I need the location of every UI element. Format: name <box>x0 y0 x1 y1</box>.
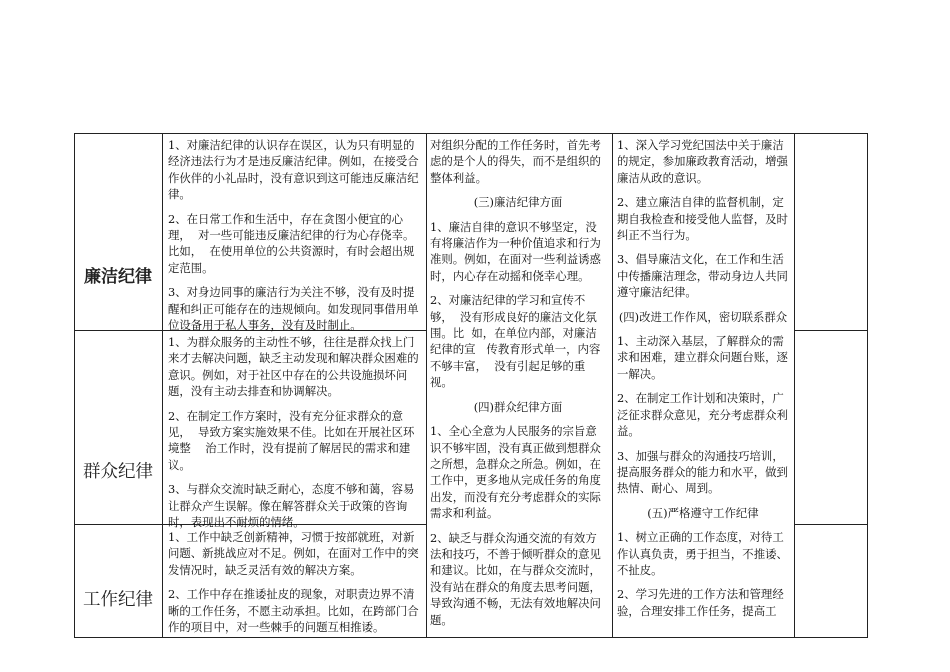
table-left-border <box>74 133 75 638</box>
table-right-border <box>867 133 868 638</box>
issue-text: 1、工作中缺乏创新精神，习惯于按部就班，对新问题、新挑战应对不足。例如，在面对工作中的突发情况时，缺乏灵活有效的解决方案。 <box>168 530 419 577</box>
column-divider <box>426 133 427 638</box>
section-text: 1、廉洁自律的意识不够坚定，没有将廉洁作为一种价值追求和行为准则。例如，在面对一些利益诱惑时，内心存在动摇和侥幸心理。 <box>430 219 601 283</box>
section-text: 1、全心全意为人民服务的宗旨意识不够牢固，没有真正做到想群众之所想，急群众之所急。例如，在工作中，更多地从完成任务的角度出发，而没有充分考虑群众的实际需求和利益。 <box>430 424 601 521</box>
table-top-border <box>74 133 868 134</box>
section-heading: (三)廉洁纪律方面 <box>473 195 563 210</box>
column-divider <box>794 133 795 638</box>
issue-text: 2、工作中存在推诿扯皮的现象，对职责边界不清晰的工作任务，不愿主动承担。比如，在跨部门合作的项目中，对一些棘手的问题互相推诿。 <box>168 587 419 635</box>
measures-cell <box>617 137 789 627</box>
issue-text: 2、在日常工作和生活中，存在贪图小便宜的心理， 对一些可能违反廉洁纪律的行为心存侥幸。比如， 在使用单位的公共资源时，有时会超出规定范围。 <box>168 211 415 275</box>
masses-issues-cell <box>168 334 420 538</box>
category-work: 工作纪律 <box>83 590 153 610</box>
problems-cell <box>430 137 606 636</box>
measure-text: 1、主动深入基层，了解群众的需求和困难，建立群众问题台账，逐一解决。 <box>617 334 788 381</box>
measure-text: 1、树立正确的工作态度，对待工作认真负责，勇于担当，不推诿、不扯皮。 <box>617 530 788 577</box>
section-text: 对组织分配的工作任务时，首先考虑的是个人的得失，而不是组织的整体利益。 <box>430 138 601 185</box>
row-divider <box>794 330 868 331</box>
measure-text: 2、建立廉洁自律的监督机制，定期自我检查和接受他人监督，及时纠正不当行为。 <box>617 195 788 243</box>
category-masses: 群众纪律 <box>83 462 153 482</box>
section-text: 2、对廉洁纪律的学习和宣传不够， 没有形成良好的廉洁文化氛围。比 如，在单位内部，对廉洁纪律的宣 传教育形式单一，内容不够丰富， 没有引起足够的重视。 <box>430 293 601 390</box>
section-heading: (四)改进工作作风，密切联系群众 <box>618 309 788 324</box>
category-integrity: 廉洁纪律 <box>84 267 152 287</box>
measure-text: 1、深入学习党纪国法中关于廉洁的规定，参加廉政教育活动，增强廉洁从政的意识。 <box>617 138 788 185</box>
issue-text: 2、在制定工作方案时，没有充分征求群众的意见， 导致方案实施效果不佳。比如在开展社区环境整 治工作时，没有提前了解居民的需求和建议。 <box>168 408 415 472</box>
row-divider <box>794 524 868 525</box>
work-issues-cell <box>168 529 420 643</box>
measure-text: 2、在制定工作计划和决策时，广泛征求群众意见，充分考虑群众利益。 <box>617 391 788 439</box>
column-divider <box>162 133 163 638</box>
issue-text: 3、与群众交流时缺乏耐心，态度不够和蔼，容易让群众产生误解。像在解答群众关于政策的咨询时，表现出不耐烦的情绪。 <box>168 482 415 530</box>
measure-text: 3、加强与群众的沟通技巧培训，提高服务群众的能力和水平，做到热情、耐心、周到。 <box>617 448 788 496</box>
measure-text: 3、倡导廉洁文化，在工作和生活中传播廉洁理念，带动身边人共同遵守廉洁纪律。 <box>617 252 788 300</box>
section-text: 2、缺乏与群众沟通交流的有效方法和技巧，不善于倾听群众的意见和建议。比如，在与群众交流时，没有站在群众的角度去思考问题，导致沟通不畅，无法有效地解决问题。 <box>430 530 601 627</box>
section-heading: (四)群众纪律方面 <box>473 399 563 414</box>
column-divider <box>612 133 613 638</box>
integrity-issues-cell <box>168 137 420 341</box>
measure-text: 2、学习先进的工作方法和管理经验，合理安排工作任务，提高工 <box>617 587 784 618</box>
section-heading: (五)严格遵守工作纪律 <box>647 505 759 520</box>
issue-text: 1、对廉洁纪律的认识存在误区，认为只有明显的经济违法行为才是违反廉洁纪律。例如，在接受合作伙伴的小礼品时，没有意识到这可能违反廉洁纪律。 <box>168 138 419 202</box>
issue-text: 3、对身边同事的廉洁行为关注不够，没有及时提醒和纠正可能存在的违规倾向。如发现同事借用单位设备用于私人事务，没有及时制止。 <box>168 285 419 333</box>
issue-text: 1、为群众服务的主动性不够，往往是群众找上门来才去解决问题，缺乏主动发现和解决群众困难的意识。例如，对于社区中存在的公共设施损坏问题，没有主动去排查和协调解决。 <box>168 335 419 399</box>
